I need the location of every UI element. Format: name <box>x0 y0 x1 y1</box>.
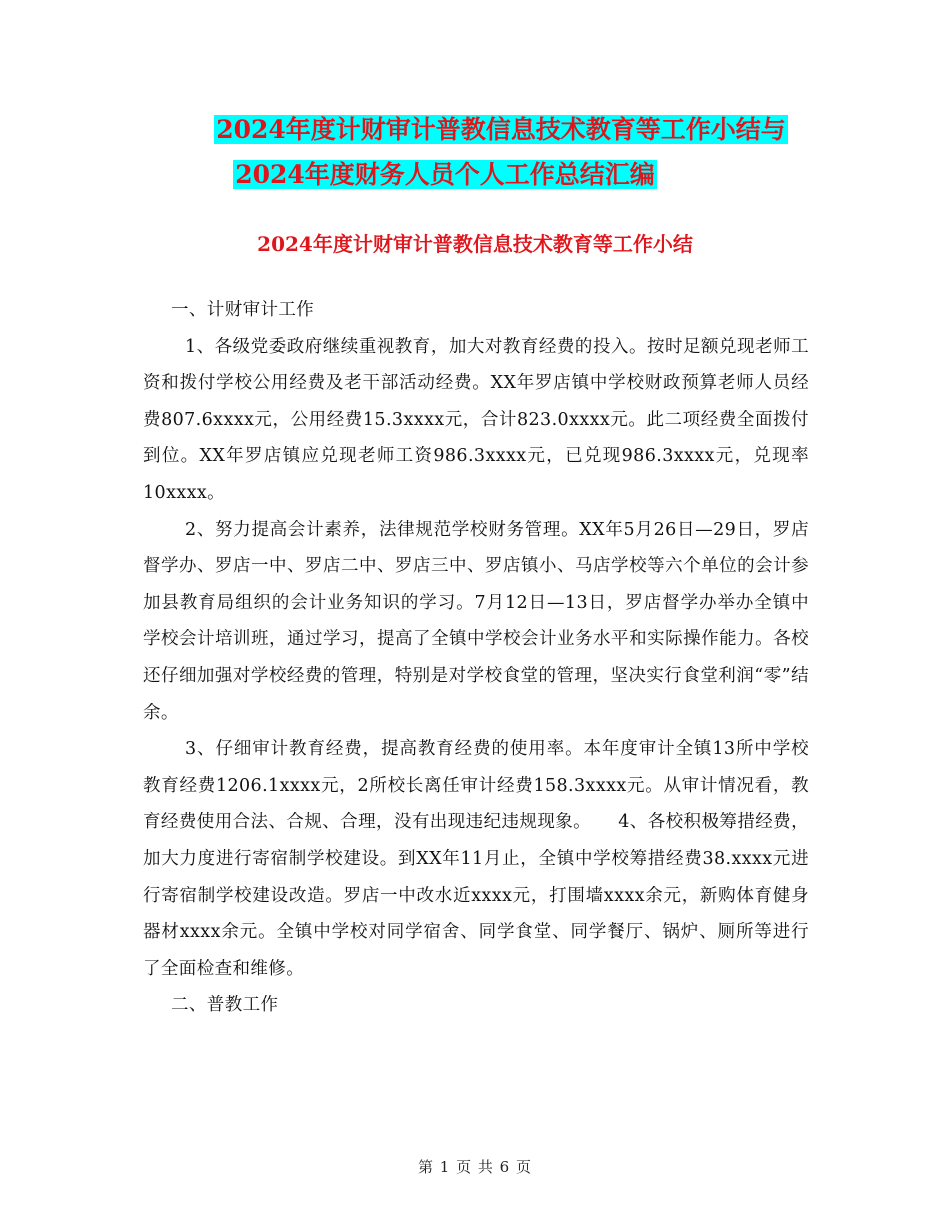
section-title: 2024年度计财审计普教信息技术教育等工作小结 <box>257 232 693 256</box>
title-highlight: 2024年度计财审计普教信息技术教育等工作小结与 <box>216 115 786 144</box>
paragraph-3: 3、仔细审计教育经费，提高教育经费的使用率。本年度审计全镇13所中学校教育经费1206.1xxxx元，2所校长离任审计经费158.3xxxx元。从审计情况看，教育经费使用合法、合规、合理，没有出现违纪违规现象。 4、各校积极筹措经费，加大力度进行寄宿制学校建设。到XX年11月止，全镇中学校筹措经费38.xxxx元进行寄宿制学校建设改造。罗店一中改水近xxxx元，打围墙xxxx余元，新购体育健身器材xxxx余元。全镇中学校对同学宿舍、同学食堂、同学餐厅、锅炉、厕所等进行了全面检查和维修。 <box>143 739 809 979</box>
document-title-line-1 <box>26 112 950 148</box>
paragraph-2: 2、努力提高会计素养，法律规范学校财务管理。XX年5月26日—29日，罗店督学办、罗店一中、罗店二中、罗店三中、罗店镇小、马店学校等六个单位的会计参加县教育局组织的会计业务知识的学习。7月12日—13日，罗店督学办举办全镇中学校会计培训班，通过学习，提高了全镇中学校会计业务水平和实际操作能力。各校还仔细加强对学校经费的管理，特别是对学校食堂的管理，坚决实行食堂利润“零”结余。 <box>143 519 809 723</box>
page-number-footer: 第 1 页 共 6 页 <box>418 1158 532 1176</box>
document-title-line-2 <box>0 157 920 193</box>
section-heading-finance-audit: 一、计财审计工作 <box>171 300 315 320</box>
title-highlight: 2024年度财务人员个人工作总结汇编 <box>235 160 655 189</box>
paragraph-1: 1、各级党委政府继续重视教育，加大对教育经费的投入。按时足额兑现老师工资和拨付学校公用经费及老干部活动经费。XX年罗店镇中学校财政预算老师人员经费807.6xxxx元，公用经费15.3xxxx元，合计823.0xxxx元。此二项经费全面拨付到位。XX年罗店镇应兑现老师工资986.3xxxx元，已兑现986.3xxxx元，兑现率10xxxx。 <box>143 336 809 503</box>
document-body <box>143 292 809 1024</box>
section-heading-general-education: 二、普教工作 <box>171 995 279 1016</box>
